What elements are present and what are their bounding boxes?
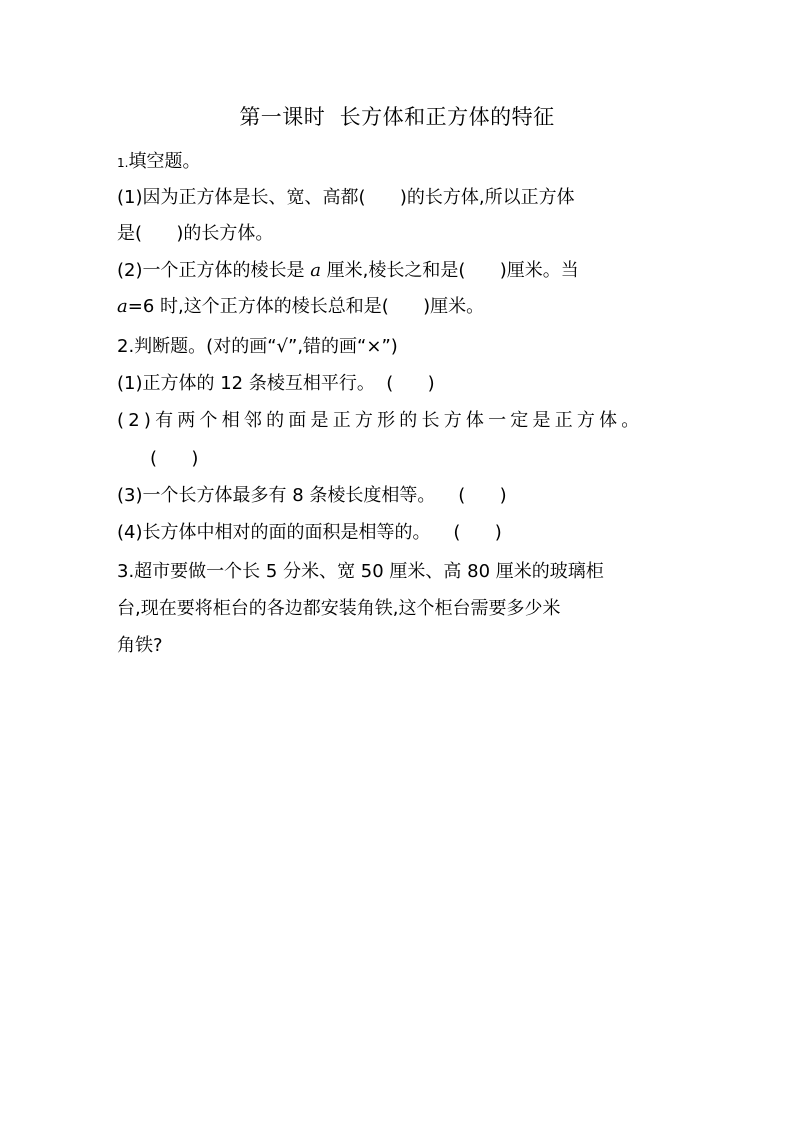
page-title: 第一课时 长方体和正方体的特征 (239, 105, 555, 129)
q3-line3: 角铁? (117, 635, 163, 656)
q1-heading (117, 149, 200, 176)
q2-item2-answer-blank: ( ) (150, 448, 199, 469)
q2-item1: (1)正方体的 12 条棱互相平行。 ( ) (117, 373, 435, 394)
q2-item4: (4)长方体中相对的面的面积是相等的。 ( ) (117, 522, 502, 543)
q1-number: 1. (117, 156, 129, 170)
q1-item2-variable: a (310, 260, 321, 281)
q2-item3: (3)一个长方体最多有 8 条棱长度相等。 ( ) (117, 485, 507, 506)
q2-item2: (2)有两个相邻的面是正方形的长方体一定是正方体。 (117, 410, 644, 431)
q3-line1: 3.超市要做一个长 5 分米、宽 50 厘米、高 80 厘米的玻璃柜 (117, 561, 604, 582)
q1-item2-line2 (117, 294, 484, 320)
q1-item1-line2: 是( )的长方体。 (117, 223, 274, 244)
q1-item2-line2-variable: a (117, 296, 128, 317)
q1-item2-line2-text: =6 时,这个正方体的棱长总和是( )厘米。 (127, 296, 485, 317)
q1-item2-text-b: 厘米,棱长之和是( )厘米。当 (320, 260, 579, 281)
q1-item2-line1 (117, 258, 579, 284)
q3-line2: 台,现在要将柜台的各边都安装角铁,这个柜台需要多少米 (117, 598, 561, 619)
q1-item1-line1: (1)因为正方体是长、宽、高都( )的长方体,所以正方体 (117, 187, 575, 208)
q2-heading: 2.判断题。(对的画“√”,错的画“×”) (117, 336, 398, 357)
q1-heading-text: 填空题。 (128, 151, 201, 172)
q1-item2-text-a: (2)一个正方体的棱长是 (117, 260, 311, 281)
